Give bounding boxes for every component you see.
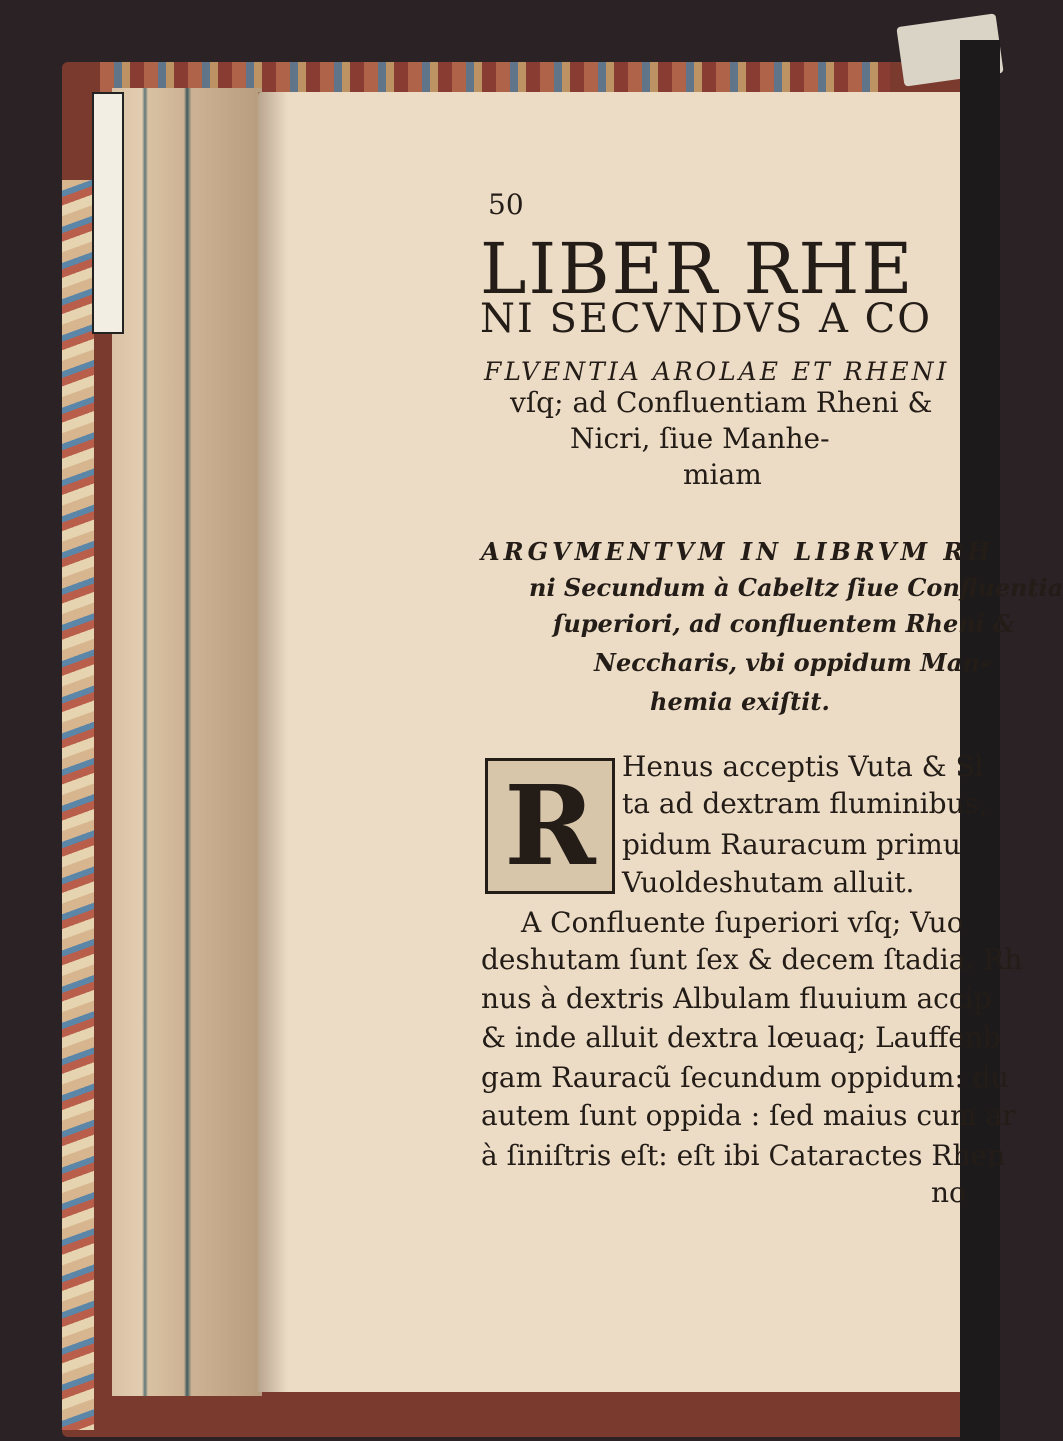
body-line: Vuoldeshutam alluit.: [622, 866, 915, 899]
subtitle-line-3: miam: [683, 458, 762, 491]
title-line-1: LIBER RHE: [480, 228, 915, 310]
body-line: à ſiniſtris eſt: eſt ibi Cataractes Rhen: [481, 1139, 1006, 1172]
argument-line-5: hemia exiſtit.: [650, 687, 830, 716]
page-number: 50: [488, 188, 524, 221]
right-edge-background: [960, 40, 1000, 1441]
subtitle-italic-line: FLVENTIA AROLAE ET RHENI: [484, 357, 950, 386]
body-line: & inde alluit dextra lœuaq; Lauffenb: [481, 1021, 1001, 1054]
subtitle-line-1: vſq; ad Confluentiam Rheni &: [510, 386, 933, 419]
endpaper: [92, 92, 124, 334]
argument-heading: ARGVMENTVM IN LIBRVM RH: [481, 537, 995, 566]
argument-line-2: ni Secundum à Cabeltz ſiue Confluentia: [529, 573, 1063, 602]
body-line: A Confluente ſuperiori vſq; Vuo: [521, 906, 964, 939]
body-line: ta ad dextram fluminibus,: [622, 787, 988, 820]
body-line: nus à dextris Albulam fluuium accip: [481, 982, 992, 1015]
drop-cap-letter: R: [504, 761, 596, 890]
body-line: deshutam ſunt ſex & decem ſtadia. Rh: [481, 943, 1023, 976]
gutter-shadow: [258, 92, 288, 1392]
argument-line-4: Neccharis, vbi oppidum Man-: [594, 648, 990, 677]
body-line: autem ſunt oppida : ſed maius cum ar: [481, 1099, 1016, 1132]
body-line: pidum Rauracum primu: [622, 828, 961, 861]
title-line-2: NI SECVNDVS A CO: [480, 296, 932, 342]
argument-line-3: ſuperiori, ad confluentem Rheni &: [553, 609, 1015, 638]
page-stack-edge: [112, 88, 262, 1396]
body-line: Henus acceptis Vuta & Sl: [622, 750, 984, 783]
catchword: no: [931, 1176, 966, 1209]
body-line: gam Rauracũ ſecundum oppidum: du: [481, 1061, 1009, 1094]
marbled-left-edge: [62, 180, 94, 1430]
decorative-initial: [485, 758, 615, 894]
subtitle-line-2: Nicri, ſiue Manhe-: [570, 422, 830, 455]
